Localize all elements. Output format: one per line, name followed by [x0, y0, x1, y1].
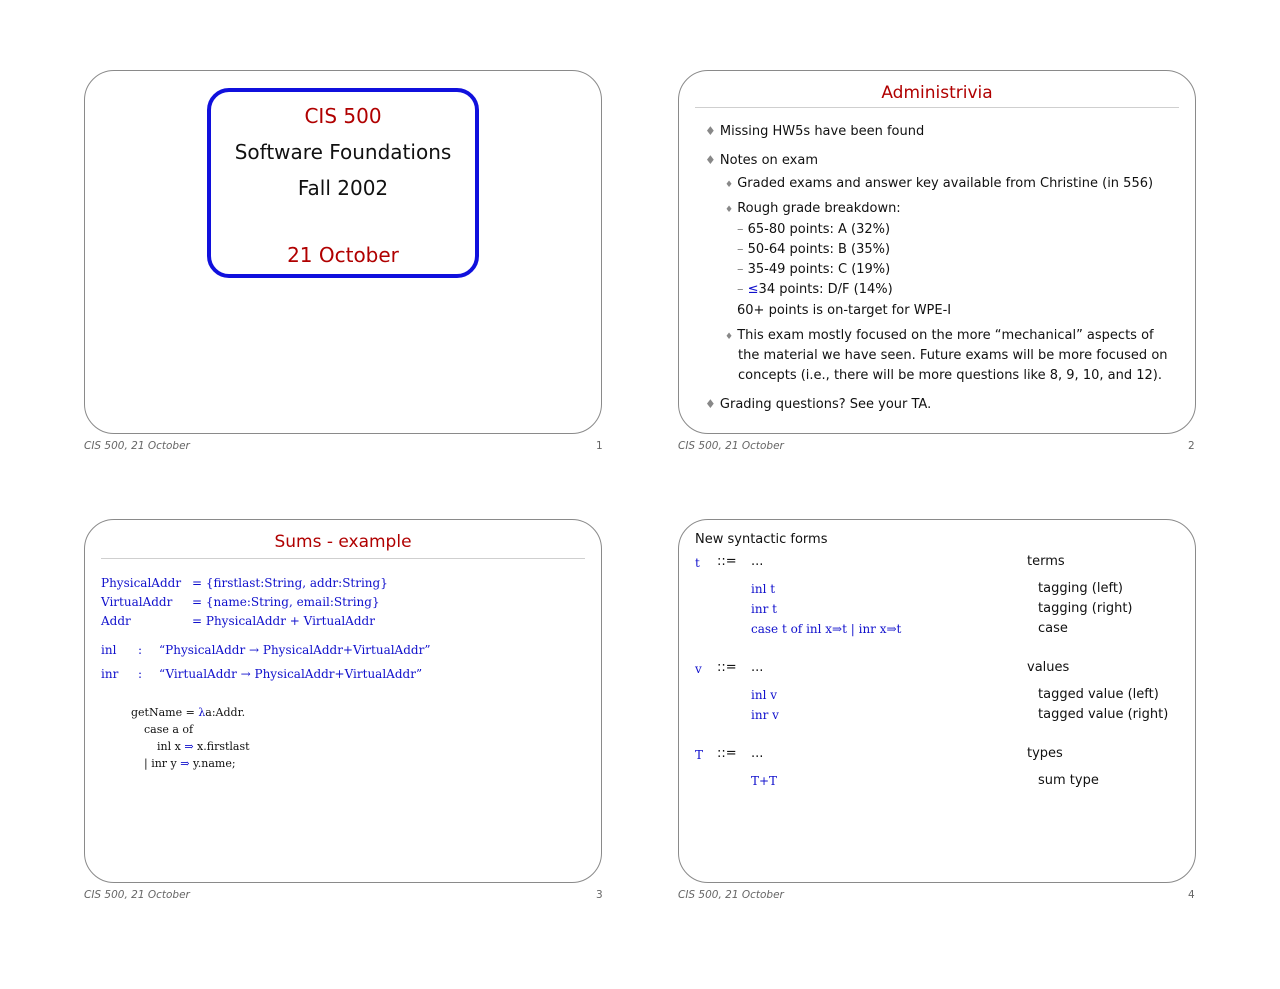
grammar-symbol-T: T	[695, 748, 704, 762]
grade-item: – 35-49 points: C (19%)	[737, 262, 891, 277]
bullet-text: Missing HW5s have been found	[719, 124, 925, 139]
slide-4-page-number: 4	[1188, 889, 1195, 901]
def-value: = {firstlast:String, addr:String}	[192, 576, 388, 590]
grammar-rule-desc: case	[1038, 621, 1068, 636]
slide-title: Administrivia	[881, 83, 993, 103]
grade-text: 50-64 points: B (35%)	[747, 242, 891, 257]
inr-type: “VirtualAddr → PhysicalAddr+VirtualAddr”	[159, 667, 423, 681]
slide-1-page-number: 1	[596, 440, 603, 452]
small-diamond-bullet-icon: ♦	[725, 205, 734, 215]
sub-bullet-item	[725, 201, 901, 216]
course-number: CIS 500	[304, 104, 382, 128]
diamond-bullet-icon: ♦	[705, 397, 716, 411]
def-value: = {name:String, email:String}	[192, 595, 380, 609]
grammar-label: terms	[1027, 554, 1065, 569]
grammar-op: ::=	[717, 660, 737, 675]
slide-2	[678, 70, 1196, 434]
small-diamond-bullet-icon: ♦	[725, 180, 734, 190]
grammar-label: types	[1027, 746, 1063, 761]
inr-colon: :	[138, 667, 143, 681]
sub-bullet-text-cont: the material we have seen. Future exams will be more focused on	[738, 348, 1168, 363]
def-value: = PhysicalAddr + VirtualAddr	[192, 614, 375, 628]
bullet-text: Grading questions? See your TA.	[719, 397, 932, 412]
leq-symbol: ≤	[747, 282, 759, 297]
code-line: getName = λa:Addr.	[131, 706, 246, 719]
bullet-item	[705, 124, 924, 139]
sub-bullet-item	[725, 328, 1154, 343]
grammar-rule-code: inl v	[751, 688, 777, 702]
grammar-op: ::=	[717, 746, 737, 761]
bullet-item	[705, 153, 818, 168]
slide-2-page-number: 2	[1188, 440, 1195, 452]
slide-1	[84, 70, 602, 434]
inl-name: inl	[101, 643, 117, 657]
grammar-rule-desc: tagged value (left)	[1038, 687, 1159, 702]
def-name: VirtualAddr	[101, 595, 173, 609]
slide-heading: New syntactic forms	[695, 532, 828, 547]
grammar-op: ::=	[717, 554, 737, 569]
code-line: inl x ⇒ x.firstlast	[157, 740, 250, 753]
grade-text: 34 points: D/F (14%)	[758, 282, 893, 297]
def-name: Addr	[101, 614, 131, 628]
grammar-rule-code: T+T	[751, 774, 778, 788]
diamond-bullet-icon: ♦	[705, 124, 716, 138]
grammar-dots: ...	[751, 660, 764, 675]
grammar-rule-desc: tagging (left)	[1038, 581, 1124, 596]
small-diamond-bullet-icon: ♦	[725, 332, 734, 342]
grammar-symbol-v: v	[695, 662, 702, 676]
grade-item: – 50-64 points: B (35%)	[737, 242, 891, 257]
slide-4	[678, 519, 1196, 883]
grade-item: – ≤34 points: D/F (14%)	[737, 282, 893, 297]
grammar-rule-code: case t of inl x⇒t | inr x⇒t	[751, 622, 902, 636]
slide-3-footer: CIS 500, 21 October	[84, 889, 190, 901]
slide-title: Sums - example	[274, 532, 412, 552]
slide-1-footer: CIS 500, 21 October	[84, 440, 190, 452]
grammar-rule-desc: sum type	[1038, 773, 1099, 788]
sub-bullet-item	[725, 176, 1153, 191]
grammar-dots: ...	[751, 554, 764, 569]
code-line: | inr y ⇒ y.name;	[144, 757, 236, 770]
slide-2-footer: CIS 500, 21 October	[678, 440, 784, 452]
def-name: PhysicalAddr	[101, 576, 182, 590]
grammar-symbol-t: t	[695, 556, 700, 570]
sub-bullet-text: This exam mostly focused on the more “mechanical” aspects of	[737, 328, 1154, 343]
grammar-rule-code: inr t	[751, 602, 777, 616]
bullet-text: Notes on exam	[719, 153, 819, 168]
inl-colon: :	[138, 643, 143, 657]
grammar-dots: ...	[751, 746, 764, 761]
wpe-note: 60+ points is on-target for WPE-I	[737, 303, 952, 318]
grammar-rule-code: inr v	[751, 708, 779, 722]
grammar-rule-desc: tagging (right)	[1038, 601, 1133, 616]
title-box	[207, 88, 479, 278]
diamond-bullet-icon: ♦	[705, 153, 716, 167]
code-line: case a of	[144, 723, 194, 736]
sub-bullet-text-cont: concepts (i.e., there will be more questions like 8, 9, 10, and 12).	[738, 368, 1162, 383]
slide-3-page-number: 3	[596, 889, 603, 901]
course-term: Fall 2002	[297, 176, 389, 200]
slide-4-footer: CIS 500, 21 October	[678, 889, 784, 901]
grammar-label: values	[1027, 660, 1070, 675]
course-name: Software Foundations	[234, 140, 452, 164]
grade-text: 65-80 points: A (32%)	[747, 222, 891, 237]
title-rule	[101, 558, 585, 559]
title-rule	[695, 107, 1179, 108]
lecture-date: 21 October	[287, 243, 399, 267]
inr-name: inr	[101, 667, 119, 681]
slide-3	[84, 519, 602, 883]
grammar-rule-desc: tagged value (right)	[1038, 707, 1169, 722]
sub-bullet-text: Rough grade breakdown:	[737, 201, 901, 216]
grammar-rule-code: inl t	[751, 582, 776, 596]
bullet-item	[705, 397, 931, 412]
grade-item: – 65-80 points: A (32%)	[737, 222, 891, 237]
sub-bullet-text: Graded exams and answer key available from Christine (in 556)	[737, 176, 1154, 191]
inl-type: “PhysicalAddr → PhysicalAddr+VirtualAddr”	[159, 643, 431, 657]
grade-text: 35-49 points: C (19%)	[747, 262, 891, 277]
